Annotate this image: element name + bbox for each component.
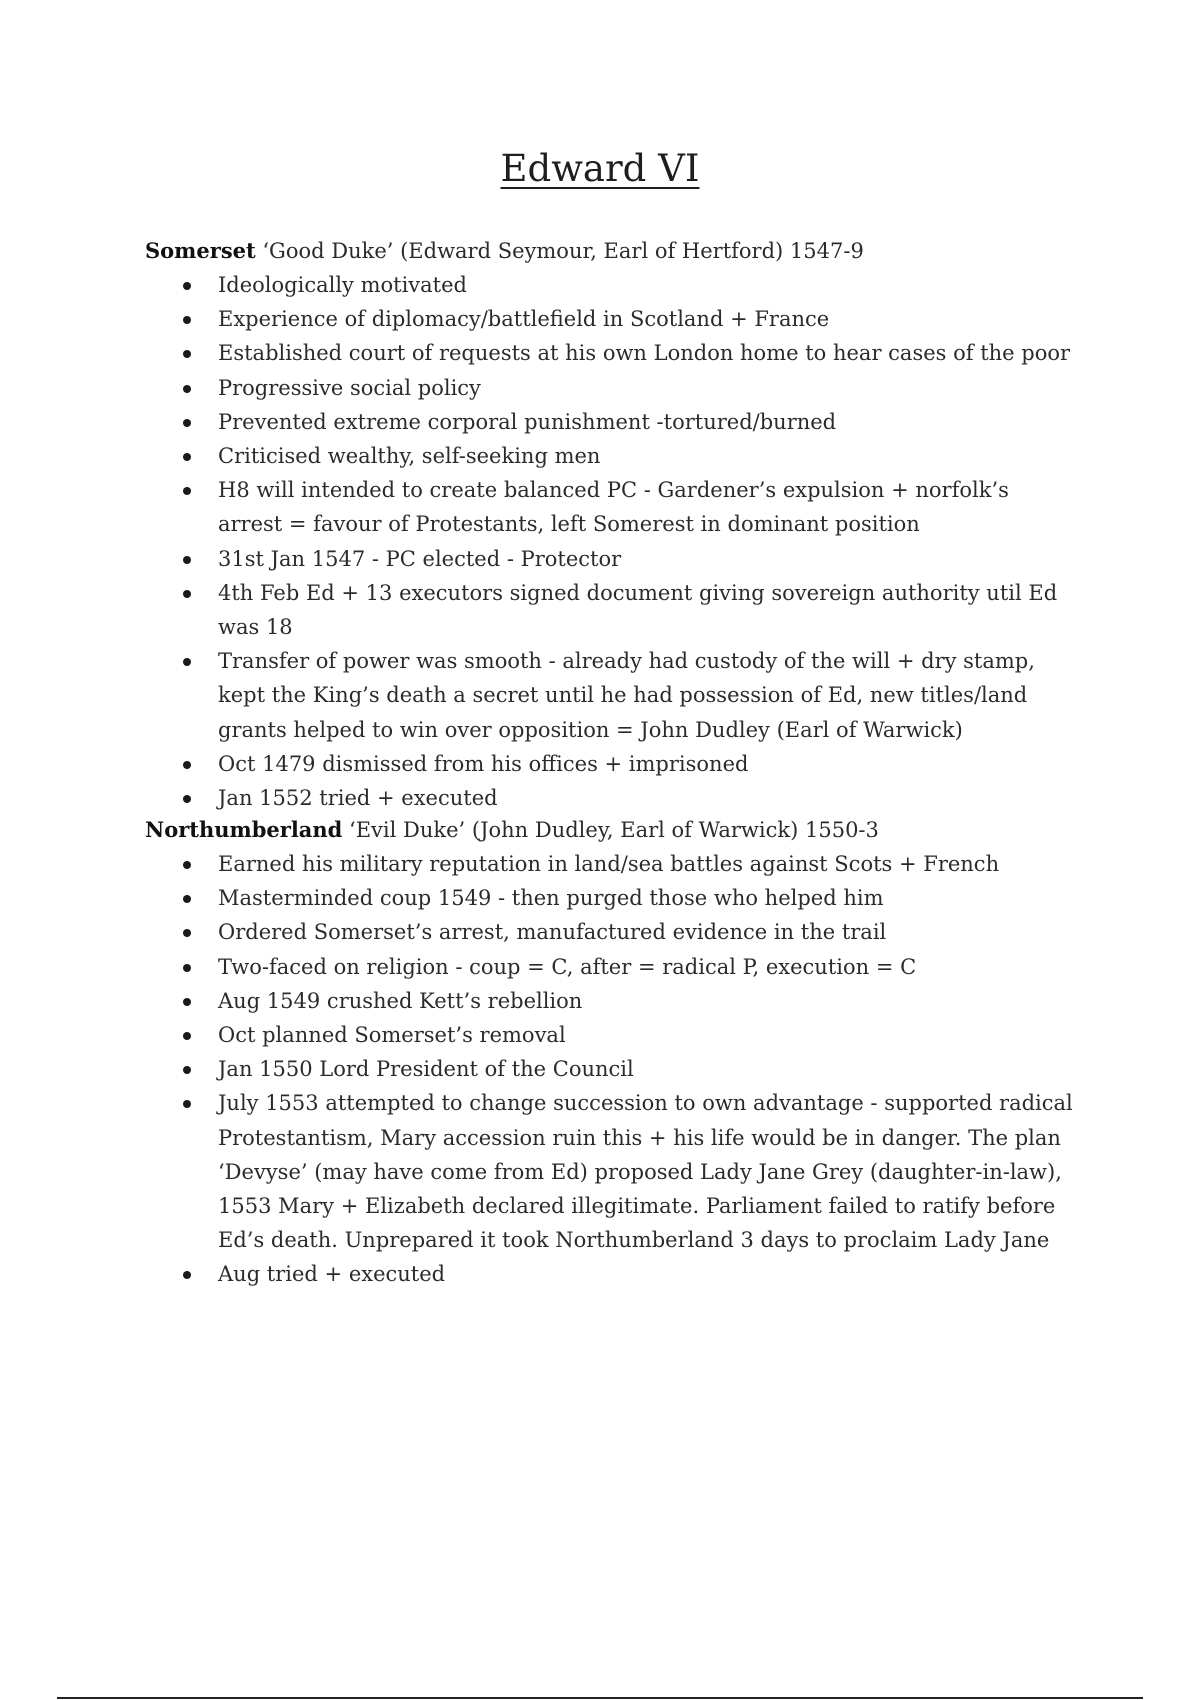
bullet-icon <box>183 556 191 564</box>
list-item-text: Ordered Somerset’s arrest, manufactured evidence in the trail <box>218 920 887 945</box>
section-heading-name: Northumberland <box>145 817 343 842</box>
list-item <box>145 302 1075 336</box>
list-item <box>145 268 1075 302</box>
list-item-text: Oct 1479 dismissed from his offices + imprisoned <box>218 751 749 776</box>
section-heading <box>145 813 1075 847</box>
bullet-icon <box>183 964 191 972</box>
section-heading-detail: ‘Evil Duke’ (John Dudley, Earl of Warwick) 1550-3 <box>342 818 879 842</box>
section-northumberland <box>145 813 1075 1292</box>
list-item <box>145 950 1075 984</box>
bullet-icon <box>183 590 191 598</box>
list-item-text: Aug tried + executed <box>218 1262 446 1287</box>
section-somerset <box>145 234 1075 815</box>
list-item <box>145 405 1075 439</box>
list-item <box>145 1086 1075 1257</box>
list-item-text: Experience of diplomacy/battlefield in Scotland + France <box>218 307 830 332</box>
bullet-icon <box>183 658 191 666</box>
list-item <box>145 576 1075 644</box>
list-item <box>145 915 1075 949</box>
bullet-icon <box>183 861 191 869</box>
list-item-text: Two-faced on religion - coup = C, after = radical P, execution = C <box>218 954 917 979</box>
list-item-text: Prevented extreme corporal punishment -tortured/burned <box>218 409 837 434</box>
list-item <box>145 336 1075 370</box>
footer-divider <box>57 1697 1143 1699</box>
list-item-text: Oct planned Somerset’s removal <box>218 1023 566 1048</box>
bullet-icon <box>183 385 191 393</box>
bullet-icon <box>183 795 191 803</box>
bullet-icon <box>183 282 191 290</box>
list-item-text: Jan 1550 Lord President of the Council <box>218 1057 634 1082</box>
bullet-icon <box>183 419 191 427</box>
list-item <box>145 1018 1075 1052</box>
list-item-text: Masterminded coup 1549 - then purged those who helped him <box>218 886 884 911</box>
list-item <box>145 881 1075 915</box>
bullet-icon <box>183 895 191 903</box>
bullet-icon <box>183 1032 191 1040</box>
list-item <box>145 847 1075 881</box>
bullet-list <box>145 268 1075 815</box>
list-item <box>145 473 1075 541</box>
bullet-list <box>145 847 1075 1292</box>
list-item-text: Jan 1552 tried + executed <box>218 786 498 811</box>
list-item-text: Aug 1549 crushed Kett’s rebellion <box>218 988 583 1013</box>
list-item-text: H8 will intended to create balanced PC - Gardener’s expulsion + norfolk’s arrest = favour of Protestants, left Somerest in dominant position <box>218 478 1009 537</box>
bullet-icon <box>183 998 191 1006</box>
section-heading-name: Somerset <box>145 238 256 263</box>
list-item-text: Progressive social policy <box>218 375 481 400</box>
list-item <box>145 1052 1075 1086</box>
section-heading <box>145 234 1075 268</box>
bullet-icon <box>183 929 191 937</box>
list-item <box>145 984 1075 1018</box>
list-item-text: Transfer of power was smooth - already had custody of the will + dry stamp, kept the King’s death a secret until he had possession of Ed, new titles/land grants helped to win over opposition = John Dudley (Earl of Warwick) <box>218 649 1035 742</box>
bullet-icon <box>183 316 191 324</box>
list-item-text: Criticised wealthy, self-seeking men <box>218 444 601 469</box>
list-item <box>145 781 1075 815</box>
list-item-text: July 1553 attempted to change succession to own advantage - supported radical Protestantism, Mary accession ruin this + his life would be in danger. The plan ‘Devyse’ (may have come from Ed) proposed Lady Jane Grey (daughter-in-law), 1553 Mary + Elizabeth declared illegitimate. Parliament failed to ratify before Ed’s death. Unprepared it took Northumberland 3 days to proclaim Lady Jane <box>218 1091 1073 1253</box>
page-title: Edward VI <box>500 147 700 190</box>
list-item-text: 31st Jan 1547 - PC elected - Protector <box>218 546 622 571</box>
bullet-icon <box>183 1100 191 1108</box>
bullet-icon <box>183 350 191 358</box>
list-item <box>145 1257 1075 1291</box>
bullet-icon <box>183 761 191 769</box>
list-item-text: Earned his military reputation in land/sea battles against Scots + French <box>218 852 1000 876</box>
list-item-text: Ideologically motivated <box>218 273 467 297</box>
list-item <box>145 371 1075 405</box>
bullet-icon <box>183 487 191 495</box>
bullet-icon <box>183 453 191 461</box>
bullet-icon <box>183 1066 191 1074</box>
list-item <box>145 439 1075 473</box>
list-item-text: Established court of requests at his own London home to hear cases of the poor <box>218 341 1071 366</box>
list-item <box>145 542 1075 576</box>
list-item-text: 4th Feb Ed + 13 executors signed document giving sovereign authority util Ed was 18 <box>218 580 1058 640</box>
list-item <box>145 644 1075 747</box>
bullet-icon <box>183 1271 191 1279</box>
list-item <box>145 747 1075 781</box>
section-heading-detail: ‘Good Duke’ (Edward Seymour, Earl of Hertford) 1547-9 <box>255 239 864 263</box>
